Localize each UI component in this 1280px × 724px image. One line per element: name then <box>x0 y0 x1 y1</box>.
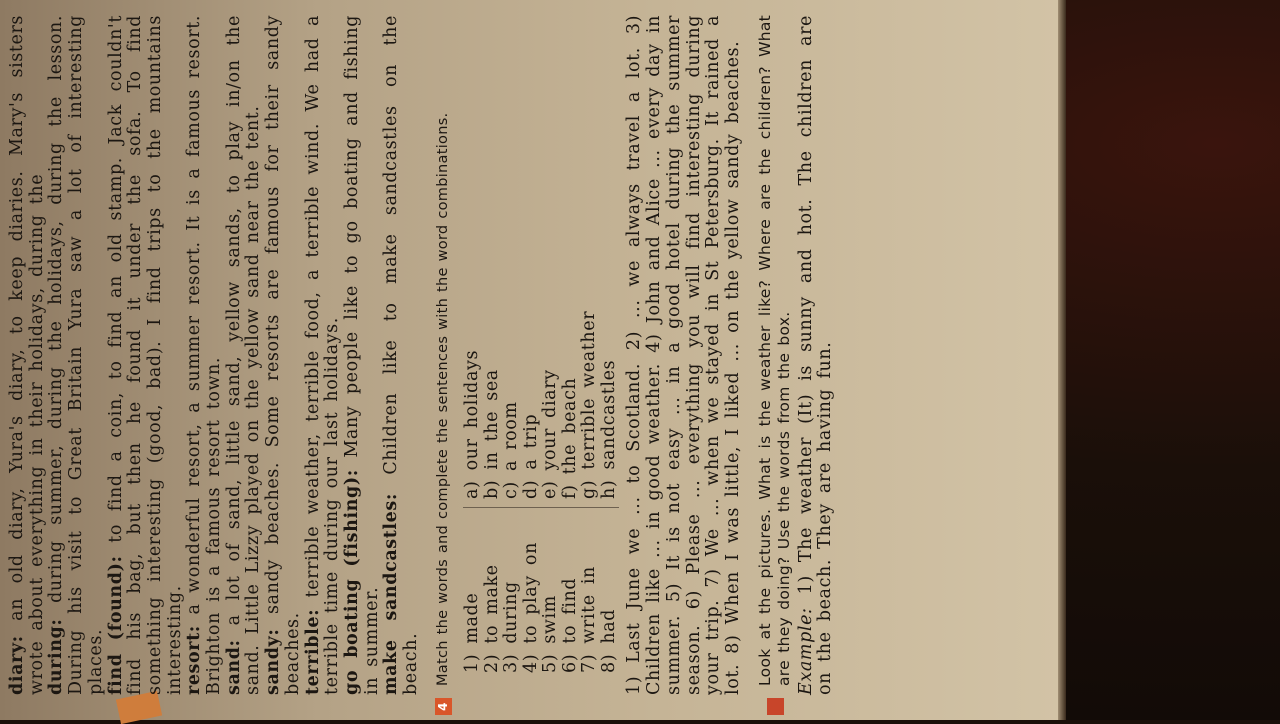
match-left-item: 2) to make <box>481 564 502 673</box>
task-4-header <box>434 15 454 715</box>
task-5-instruction: Look at the pictures. What is the weather like? Where are the children? What are they doing? Use the words from the box. <box>755 15 794 686</box>
match-right-item: e) your diary <box>540 369 561 499</box>
match-right-item: d) a trip <box>520 413 541 499</box>
example-text: 1) The weather (It) is sunny and hot. The children are on the beach. They are having fun. <box>795 15 836 695</box>
vocab-entry: make sandcastles: Children like to make sandcastles on the beach. <box>381 15 422 695</box>
task-4-instruction: Match the words and complete the sentences with the word combinations. <box>434 112 451 686</box>
match-left-item: 7) write in <box>579 566 600 673</box>
vocab-entry: sand: a lot of sand, little sand, yellow sands, to play in/on the sand. Little Lizzy played on the yellow sand near the tent. <box>223 15 264 695</box>
vocab-entry: sandy: sandy beaches. Some resorts are famous for their sandy beaches. <box>263 14 303 695</box>
match-left-item: 1) made <box>462 592 483 673</box>
task-5-header <box>756 15 795 715</box>
vocab-entry: terrible: terrible weather, terrible food, a terrible wind. We had a terrible time during our last holidays. <box>302 15 343 695</box>
match-left-item: 3) during <box>501 581 522 673</box>
match-right-item: a) our holidays <box>462 349 483 499</box>
vocab-entry: diary: an old diary, Yura's diary, to keep diaries. Mary's sisters wrote about everything in their holidays, during the <box>7 15 47 695</box>
task-4-sentences: 1) Last June we ... to Scotland. 2) ... we always travel a lot. 3) Children like ... in good weather. 4) John and Alice ... every day in summer. 5) It is not easy ... in a good hotel during the summer season. 6) Please ... everything you will find interesting during your trip. 7) We ... when we stayed in St Petersburg. It rained a lot. 8) When I was little, I liked ... on the yellow sandy beaches. <box>624 15 743 695</box>
page-edge <box>1058 0 1066 720</box>
vocab-entry: find (found): to find a coin, to find an old stamp. Jack couldn't find his bag, but then he found it under the sofa. To find something interesting (good, bad). I find trips to the mountains interesting. <box>105 15 185 695</box>
vocab-entry: resort: a wonderful resort, a summer resort. It is a famous resort. Brighton is a famous resort town. <box>184 15 225 695</box>
task-number-badge <box>767 698 784 715</box>
match-left-column <box>463 508 619 673</box>
match-right-item: b) in the sea <box>481 369 502 499</box>
match-left-item: 8) had <box>598 608 619 673</box>
vocab-entry: during: during summer, during the holidays, during the lesson. During his visit to Great Britain Yura saw a lot of interesting places. <box>46 15 106 695</box>
match-right-item: h) sandcastles <box>598 359 619 499</box>
task-number-badge: 4 <box>435 698 452 715</box>
vocab-entry: go boating (fishing): Many people like to go boating and fishing in summer. <box>341 14 382 695</box>
match-left-item: 4) to play on <box>520 542 541 673</box>
match-right-item: f) the beach <box>559 377 580 499</box>
match-right-column <box>463 279 619 508</box>
page-text <box>8 15 1008 715</box>
example-label: Example: <box>795 607 816 695</box>
match-left-item: 5) swim <box>540 595 561 673</box>
match-table <box>463 15 619 673</box>
task-5-example <box>797 15 836 715</box>
match-right-item: g) terrible weather <box>579 310 600 499</box>
match-left-item: 6) to find <box>559 577 580 673</box>
match-right-item: c) a room <box>501 401 522 499</box>
